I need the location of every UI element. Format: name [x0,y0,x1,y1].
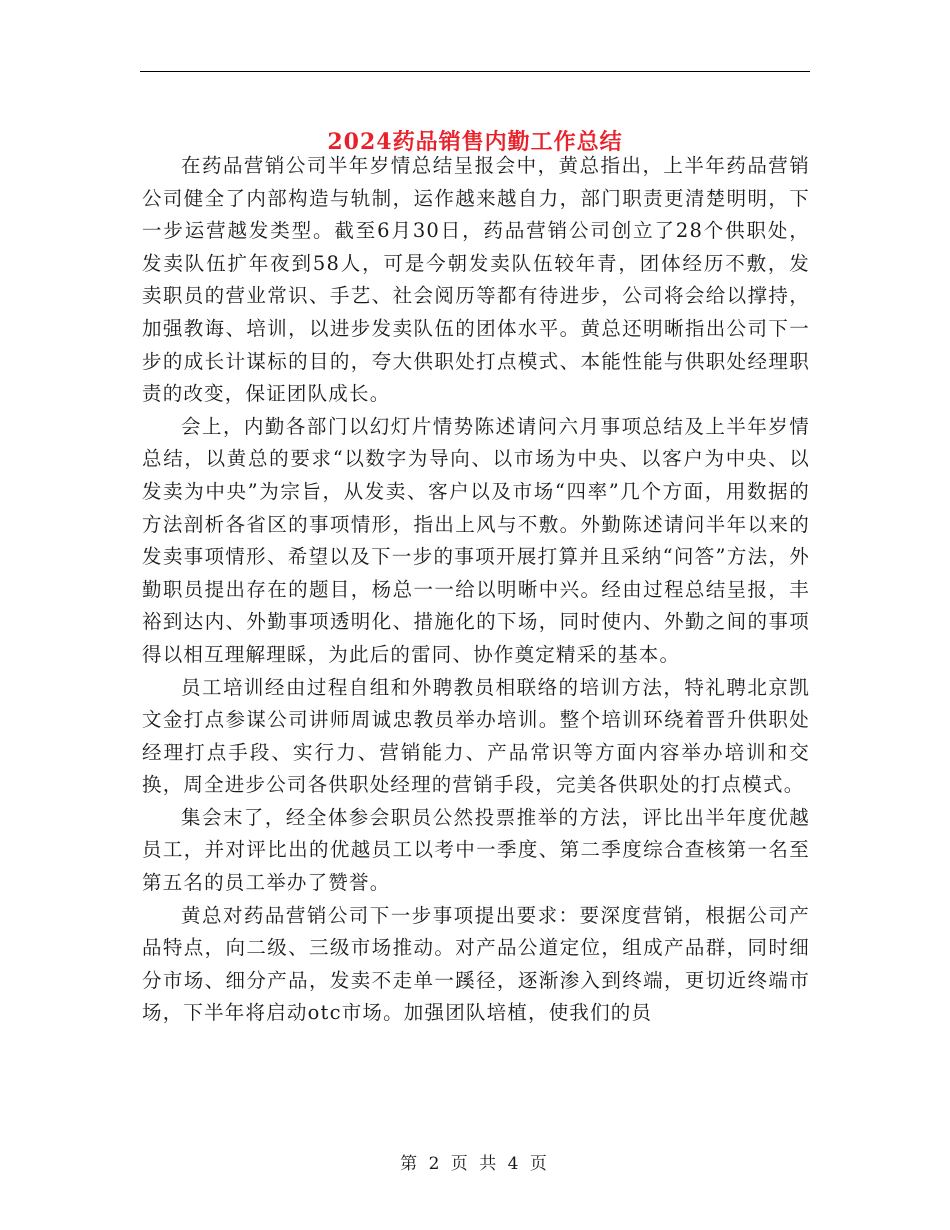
paragraph: 集会末了，经全体参会职员公然投票推举的方法，评比出半年度优越员工，并对评比出的优越员工以考中一季度、第二季度综合查核第一名至第五名的员工举办了赞誉。 [142,805,810,895]
paragraph: 会上，内勤各部门以幻灯片情势陈述请问六月事项总结及上半年岁情总结，以黄总的要求“以数字为导向、以市场为中央、以客户为中央、以发卖为中央”为宗旨，从发卖、客户以及市场“四率”几个方面，用数据的方法剖析各省区的事项情形，指出上风与不敷。外勤陈述请问半年以来的发卖事项情形、希望以及下一步的事项开展打算并且采纳“问答”方法，外勤职员提出存在的题目，杨总一一给以明晰中兴。经由过程总结呈报，丰裕到达内、外勤事项透明化、措施化的下场，同时使内、外勤之间的事项得以相互理解理睬，为此后的雷同、协作奠定精采的基本。 [142,414,810,666]
header-rule [140,71,810,72]
paragraph: 黄总对药品营销公司下一步事项提出要求：要深度营销，根据公司产品特点，向二级、三级市场推动。对产品公道定位，组成产品群，同时细分市场、细分产品，发卖不走单一蹊径，逐渐渗入到终端，更切近终端市场，下半年将启动otc市场。加强团队培植，使我们的员 [142,903,810,1025]
document-body [142,150,810,1030]
paragraph: 在药品营销公司半年岁情总结呈报会中，黄总指出，上半年药品营销公司健全了内部构造与轨制，运作越来越自力，部门职责更清楚明明，下一步运营越发类型。截至6月30日，药品营销公司创立了28个供职处，发卖队伍扩年夜到58人，可是今朝发卖队伍较年青，团体经历不敷，发卖职员的营业常识、手艺、社会阅历等都有待进步，公司将会给以撑持，加强教诲、培训，以进步发卖队伍的团体水平。黄总还明晰指出公司下一步的成长计谋标的目的，夸大供职处打点模式、本能性能与供职处经理职责的改变，保证团队成长。 [142,154,810,406]
page-number: 第 2 页 共 4 页 [400,1154,550,1174]
document-title: 2024药品销售内勤工作总结 [327,128,623,155]
paragraph: 员工培训经由过程自组和外聘教员相联络的培训方法，特礼聘北京凯文金打点参谋公司讲师周诚忠教员举办培训。整个培训环绕着晋升供职处经理打点手段、实行力、营销能力、产品常识等方面内容举办培训和交换，周全进步公司各供职处经理的营销手段，完美各供职处的打点模式。 [142,675,810,797]
